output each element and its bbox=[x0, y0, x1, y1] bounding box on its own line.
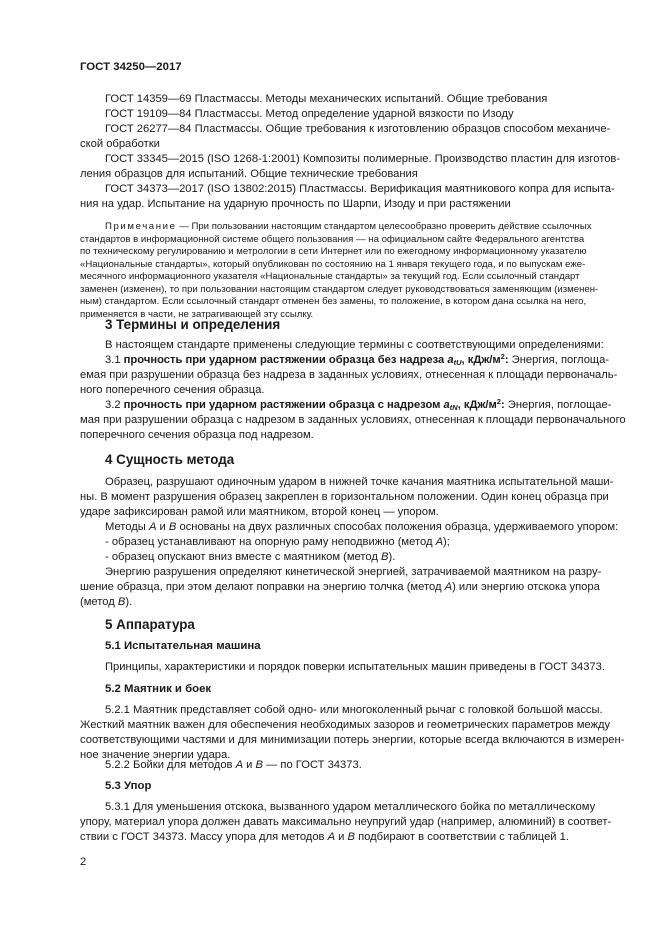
section-5-2-1-line-1: 5.2.1 Маятник представляет собой одно- или многоколенный рычаг с головкой большой массы. bbox=[105, 704, 603, 716]
ref-gost-26277: ГОСТ 26277—84 Пластмассы. Общие требования к изготовлению образцов способом механиче- bbox=[105, 123, 611, 135]
term-3-2-line-3: поперечного сечения образца под надрезом. bbox=[80, 429, 314, 441]
section-5-2-2: 5.2.2 Бойки для методов А и В — по ГОСТ 34373. bbox=[105, 759, 362, 771]
note-line-4: «Национальные стандарты», который опубликован по состоянию на 1 января текущего года, и по выпускам еже- bbox=[80, 258, 586, 270]
section-4-p1-line-2: ны. В момент разрушения образец закреплен в горизонтальном положении. Один конец образца при bbox=[80, 491, 609, 503]
section-4-p1-line-1: Образец, разрушают одиночным ударом в нижней точке качания маятника испытательной маши- bbox=[105, 476, 614, 488]
term-3-2-line-2: мая при разрушении образца с надрезом в заданных условиях, отнесенная к площади первоначального bbox=[80, 414, 626, 426]
section-4-list-item-2: - образец опускают вниз вместе с маятником (метод В). bbox=[105, 551, 396, 563]
section-4-p3-line-3: (метод В). bbox=[80, 596, 133, 608]
note-line-8: применяется в части, не затрагивающей эту ссылку. bbox=[80, 308, 314, 320]
ref-gost-19109: ГОСТ 19109—84 Пластмассы. Метод определение ударной вязкости по Изоду bbox=[105, 108, 514, 120]
term-3-1-title: прочность при ударном растяжении образца без надреза bbox=[123, 354, 445, 366]
document-header: ГОСТ 34250—2017 bbox=[80, 61, 182, 73]
ref-gost-26277-cont: ской обработки bbox=[80, 138, 160, 150]
ref-gost-34373: ГОСТ 34373—2017 (ISO 13802:2015) Пластмассы. Верификация маятникового копра для испыта- bbox=[105, 183, 615, 195]
ref-gost-33345: ГОСТ 33345—2015 (ISO 1268-1:2001) Композиты полимерные. Производство пластин для изготов- bbox=[105, 153, 621, 165]
section-4-p2: Методы А и В основаны на двух различных способах положения образца, удерживаемого упором: bbox=[105, 521, 619, 533]
ref-gost-14359: ГОСТ 14359—69 Пластмассы. Методы механических испытаний. Общие требования bbox=[105, 93, 548, 105]
section-5-heading: 5 Аппаратура bbox=[105, 617, 195, 632]
section-5-2-heading: 5.2 Маятник и боек bbox=[105, 683, 212, 695]
term-3-2: 3.2 прочность при ударном растяжении образца с надрезом $a_{tN}$, кДж/$м^2$: Энергия, поглощае- bbox=[105, 397, 612, 412]
note-label: Примечание bbox=[105, 221, 177, 232]
section-5-2-1-line-4: ное значение энергии удара. bbox=[80, 749, 231, 761]
section-5-3-1-line-1: 5.3.1 Для уменьшения отскока, вызванного ударом металлического бойка по металлическому bbox=[105, 801, 596, 813]
term-3-1-line-3: ного поперечного сечения образца. bbox=[80, 384, 265, 396]
section-4-list-item-1: - образец устанавливают на опорную раму неподвижно (метод А); bbox=[105, 536, 450, 548]
section-5-1-heading: 5.1 Испытательная машина bbox=[105, 640, 261, 652]
section-5-2-1-line-2: Жесткий маятник важен для обеспечения необходимых зазоров и геометрических параметров между bbox=[80, 719, 611, 731]
page-number: 2 bbox=[80, 856, 87, 868]
section-5-3-heading: 5.3 Упор bbox=[105, 780, 152, 792]
term-3-1: 3.1 прочность при ударном растяжении образца без надреза $a_{tU}$, кДж/$м^2$: Энергия, поглоща- bbox=[105, 352, 610, 367]
section-3-intro: В настоящем стандарте применены следующие термины с соответствующими определениями: bbox=[105, 339, 604, 351]
section-5-3-1-line-3: ствии с ГОСТ 34373. Массу упора для методов А и В подбирают в соответствии с таблицей 1. bbox=[80, 831, 569, 843]
section-5-2-1-line-3: соответствующими частями и для минимизации потерь энергии, которые всегда включаются в измерен- bbox=[80, 734, 625, 746]
ref-gost-34373-cont: ния на удар. Испытание на ударную прочность по Шарпи, Изоду и при растяжении bbox=[80, 198, 511, 210]
section-3-heading: 3 Термины и определения bbox=[105, 317, 281, 332]
term-3-1-line-2: емая при разрушении образца без надреза в заданных условиях, отнесенная к площади первоначаль- bbox=[80, 369, 618, 381]
note-line-5: месячного информационного указателя «Национальные стандарты» за текущий год. Если ссылочный стандарт bbox=[80, 271, 580, 282]
note-line-1: Примечание — При пользовании настоящим стандартом целесообразно проверить действие ссылочных bbox=[105, 221, 592, 232]
note-line-7: ным) стандартом. Если ссылочный стандарт отменен без замены, то положение, в котором дана ссылка на него, bbox=[80, 296, 587, 307]
note-line-2: стандартов в информационной системе общего пользования — на официальном сайте Федерального агентства bbox=[80, 233, 585, 245]
note-line-6: заменен (изменен), то при пользовании настоящим стандартом следует руководствоваться заменяющим (изменен- bbox=[80, 283, 599, 295]
section-4-p1-line-3: ударе зафиксирован рамой или маятником, второй конец — упором. bbox=[80, 506, 439, 518]
term-3-2-title: прочность при ударном растяжении образца с надрезом bbox=[123, 399, 441, 411]
section-5-1-text: Принципы, характеристики и порядок поверки испытательных машин приведены в ГОСТ 34373. bbox=[105, 661, 605, 673]
ref-gost-33345-cont: ления образцов для испытаний. Общие технические требования bbox=[80, 168, 418, 180]
note-line-3: по техническому регулированию и метрологии в сети Интернет или по ежегодному информационному указателю bbox=[80, 246, 587, 257]
section-4-p3-line-2: шение образца, при этом делают поправки на энергию толчка (метод А) или энергию отскока упора bbox=[80, 581, 600, 593]
section-5-3-1-line-2: упору, материал упора должен давать максимально неупругий удар (например, алюминий) в соответ- bbox=[80, 816, 612, 828]
section-4-heading: 4 Сущность метода bbox=[105, 452, 235, 467]
section-4-p3-line-1: Энергию разрушения определяют кинетической энергией, затрачиваемой маятником на разру- bbox=[105, 566, 602, 578]
